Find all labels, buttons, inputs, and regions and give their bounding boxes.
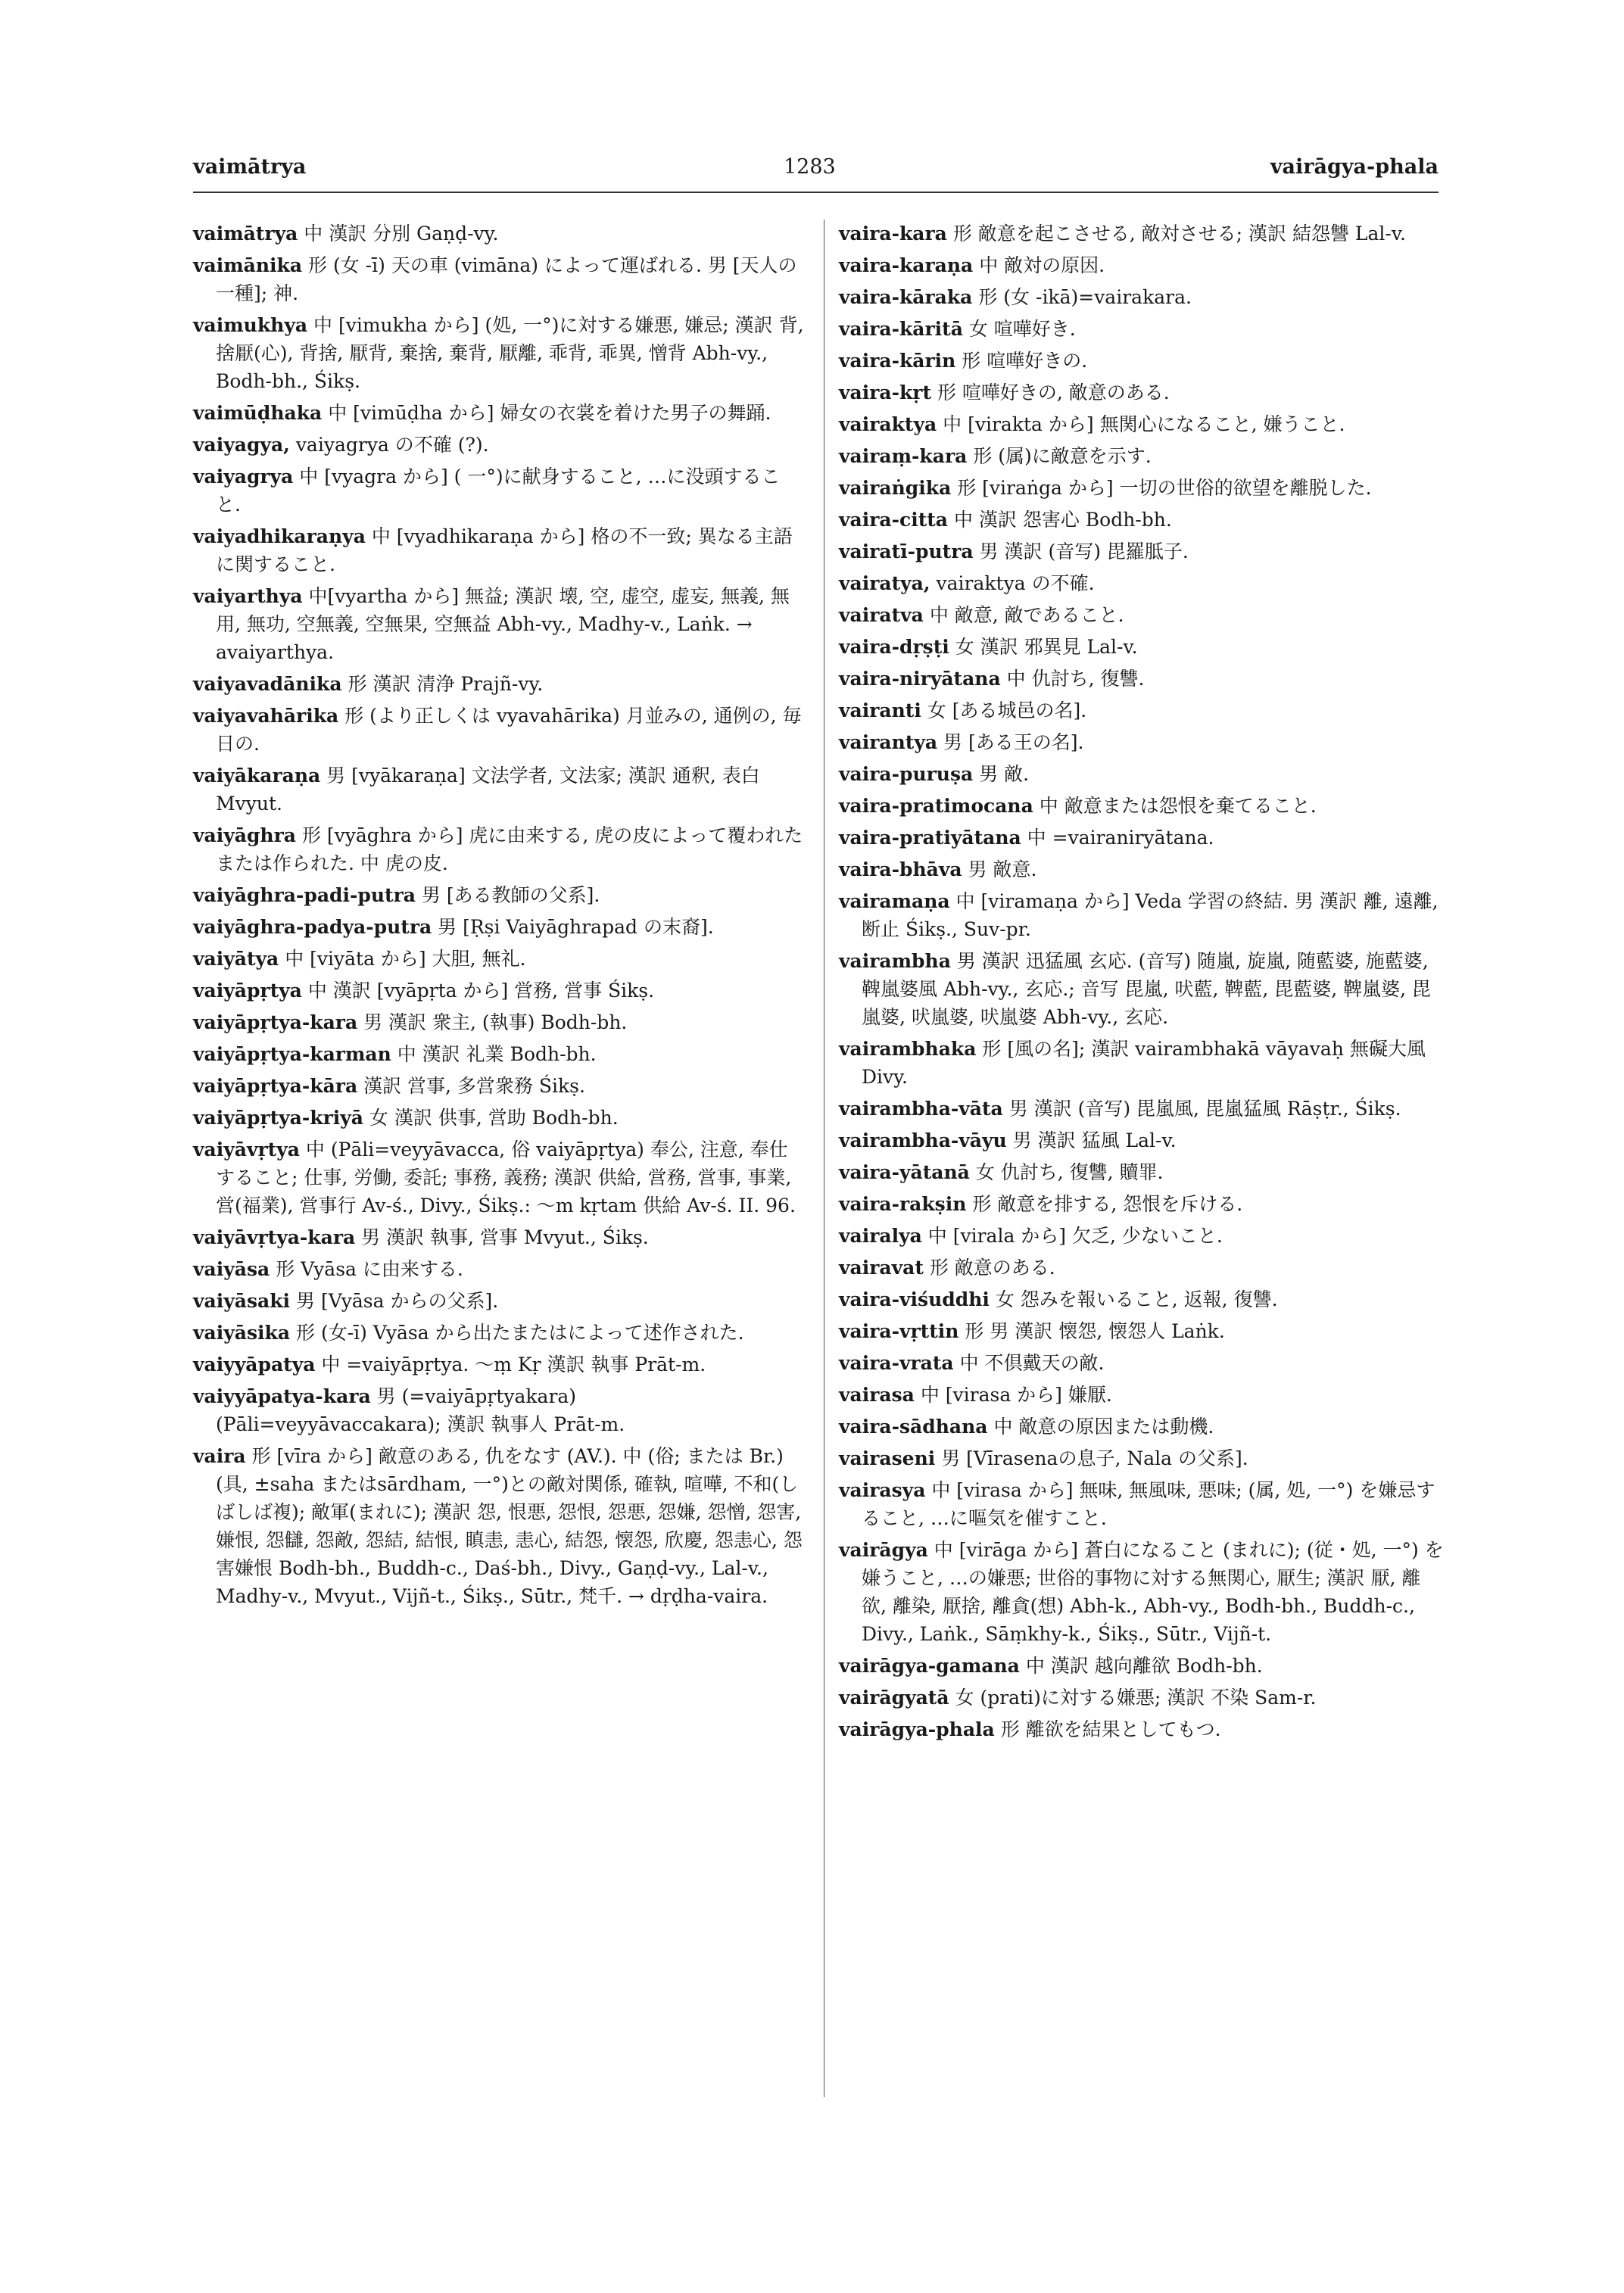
entry-headword: vaira-niryātana xyxy=(839,668,1001,690)
entry-definition: 形 (女 -ī) 天の車 (vimāna) によって運ばれる. 男 [天人の一種]; 神. xyxy=(216,254,797,304)
dictionary-entry xyxy=(193,1382,805,1438)
entry-headword: vaiyāvṛtya-kara xyxy=(193,1226,356,1248)
dictionary-entry xyxy=(193,945,805,973)
entry-headword: vaira-puruṣa xyxy=(839,763,974,785)
dictionary-entry xyxy=(193,311,805,395)
entry-definition: 形 (女 -ikā)=vairakara. xyxy=(978,286,1192,308)
dictionary-entry xyxy=(839,442,1445,470)
dictionary-entry xyxy=(839,315,1445,343)
entry-headword: vairatya, xyxy=(839,572,930,594)
dictionary-entry xyxy=(193,1287,805,1315)
entry-definition: 男 漢訳 (音写) 毘嵐風, 毘嵐猛風 Rāṣṭr., Śikṣ. xyxy=(1008,1098,1401,1120)
entry-definition: 男 敵意. xyxy=(968,858,1037,880)
entry-definition: 男 [ある王の名]. xyxy=(943,731,1084,753)
entry-definition: 中 漢訳 怨害心 Bodh-bh. xyxy=(953,509,1172,531)
entry-headword: vairambha xyxy=(839,950,951,972)
entry-headword: vaira-bhāva xyxy=(839,858,962,880)
entry-definition: 中 [viyāta から] 大胆, 無礼. xyxy=(285,948,526,970)
entry-headword: vaimātrya xyxy=(193,223,298,245)
entry-definition: 形 喧嘩好きの. xyxy=(962,350,1088,372)
dictionary-entry xyxy=(193,762,805,818)
page-header xyxy=(193,155,1439,201)
entry-headword: vaira xyxy=(193,1445,246,1467)
entry-definition: 中 漢訳 越向離欲 Bodh-bh. xyxy=(1025,1655,1263,1677)
entry-definition: 男 敵. xyxy=(979,763,1030,785)
entry-headword: vairaṃ-kara xyxy=(839,445,968,467)
entry-definition: 中 [vimukha から] (処, 一°)に対する嫌悪, 嫌忌; 漢訳 背, 捨厭(心), 背捨, 厭背, 棄捨, 棄背, 厭離, 乖背, 乖異, 憎背 Abh-vy., Bodh-bh., Śikṣ. xyxy=(216,314,804,392)
entry-definition: 男 [vyākaraṇa] 文法学者, 文法家; 漢訳 通釈, 表白 Mvyut. xyxy=(216,765,760,815)
entry-headword: vairāgya xyxy=(839,1539,928,1561)
entry-headword: vaiyāsika xyxy=(193,1322,291,1344)
dictionary-entry xyxy=(839,887,1445,943)
entry-headword: vaiyāpṛtya-kara xyxy=(193,1011,358,1033)
entry-headword: vaiyāsa xyxy=(193,1258,270,1280)
dictionary-entry xyxy=(839,537,1445,565)
entry-headword: vaimukhya xyxy=(193,314,308,336)
entry-definition: 中 [virakta から] 無関心になること, 嫌うこと. xyxy=(943,413,1345,435)
entry-definition: 中 漢訳 礼業 Bodh-bh. xyxy=(397,1043,597,1065)
dictionary-entry xyxy=(839,601,1445,629)
dictionary-entry xyxy=(839,760,1445,788)
entry-headword: vaiyagya, xyxy=(193,434,290,456)
entry-definition: 形 漢訳 清浄 Prajñ-vy. xyxy=(348,673,544,695)
dictionary-entry xyxy=(839,1444,1445,1472)
entry-headword: vairaseni xyxy=(839,1447,936,1469)
dictionary-entry xyxy=(839,1158,1445,1186)
dictionary-entry xyxy=(193,251,805,307)
entry-definition: 中 敵意または怨恨を棄てること. xyxy=(1039,795,1317,817)
entry-headword: vairāgya-gamana xyxy=(839,1655,1020,1677)
dictionary-entry xyxy=(193,977,805,1005)
dictionary-entry xyxy=(839,283,1445,311)
entry-headword: vairalya xyxy=(839,1225,922,1247)
entry-definition: 男 [Vyāsa からの父系]. xyxy=(296,1290,499,1312)
dictionary-entry xyxy=(193,1442,805,1610)
entry-headword: vaimūḍhaka xyxy=(193,402,323,424)
entry-headword: vaiyāsaki xyxy=(193,1290,291,1312)
dictionary-entry xyxy=(193,702,805,758)
entry-headword: vairaṅgika xyxy=(839,477,952,499)
running-head-left: vaimātrya xyxy=(193,155,307,179)
entry-definition: 形 男 漢訳 懐怨, 懐怨人 Laṅk. xyxy=(965,1320,1225,1342)
dictionary-entry xyxy=(839,410,1445,438)
entry-headword: vaira-sādhana xyxy=(839,1416,988,1438)
entry-definition: 形 敵意のある. xyxy=(929,1257,1055,1279)
dictionary-entry xyxy=(839,379,1445,407)
entry-definition: 男 [ある教師の父系]. xyxy=(421,884,600,906)
dictionary-entry xyxy=(193,431,805,459)
entry-definition: 形 喧嘩好きの, 敵意のある. xyxy=(937,382,1170,403)
dictionary-entry xyxy=(193,1136,805,1220)
entry-definition: 男 漢訳 衆主, (執事) Bodh-bh. xyxy=(363,1011,628,1033)
entry-headword: vaiyarthya xyxy=(193,585,303,607)
entry-definition: 女 漢訳 供事, 営助 Bodh-bh. xyxy=(369,1107,619,1129)
entry-headword: vaiyyāpatya-kara xyxy=(193,1385,371,1407)
entry-headword: vairasa xyxy=(839,1384,915,1406)
entry-definition: 男 [Ṛṣi Vaiyāghrapad の末裔]. xyxy=(438,916,714,938)
dictionary-entry xyxy=(193,821,805,877)
dictionary-entry xyxy=(839,1285,1445,1313)
entry-headword: vaira-dṛṣṭi xyxy=(839,636,949,658)
entry-headword: vaiyātya xyxy=(193,948,279,970)
entry-headword: vaiyāvṛtya xyxy=(193,1139,300,1161)
dictionary-entry xyxy=(839,792,1445,820)
dictionary-entry xyxy=(839,728,1445,756)
entry-headword: vairantya xyxy=(839,731,938,753)
dictionary-entry xyxy=(839,633,1445,661)
entry-headword: vairatva xyxy=(839,604,924,626)
entry-headword: vaiyāghra-padi-putra xyxy=(193,884,416,906)
dictionary-entry xyxy=(193,1319,805,1347)
entry-headword: vairaktya xyxy=(839,413,937,435)
dictionary-entry xyxy=(839,947,1445,1031)
right-column xyxy=(839,220,1445,1747)
entry-definition: 中 [vimūḍha から] 婦女の衣裳を着けた男子の舞踊. xyxy=(328,402,771,424)
dictionary-entry xyxy=(193,463,805,519)
entry-headword: vaiyāpṛtya-kriyā xyxy=(193,1107,363,1129)
entry-definition: 女 喧嘩好き. xyxy=(968,318,1076,340)
dictionary-entry xyxy=(839,665,1445,693)
entry-definition: 男 (=vaiyāpṛtyakara) (Pāli=veyyāvaccakara); 漢訳 執事人 Prāt-m. xyxy=(216,1385,625,1435)
dictionary-entry xyxy=(193,913,805,941)
entry-headword: vaira-pratimocana xyxy=(839,795,1033,817)
dictionary-entry xyxy=(839,347,1445,375)
entry-definition: 中 [vyagra から] ( 一°)に献身すること, …に没頭すること. xyxy=(216,466,781,516)
entry-headword: vaiyavahārika xyxy=(193,705,339,727)
dictionary-entry xyxy=(839,506,1445,534)
entry-headword: vaira-pratiyātana xyxy=(839,827,1021,849)
entry-definition: 男 漢訳 猛風 Lal-v. xyxy=(1012,1129,1177,1151)
entry-headword: vaiyāpṛtya xyxy=(193,980,302,1002)
entry-headword: vaimānika xyxy=(193,254,303,276)
left-column xyxy=(193,220,805,1614)
entry-headword: vaiyāpṛtya-karman xyxy=(193,1043,391,1065)
entry-headword: vaira-citta xyxy=(839,509,948,531)
dictionary-entry xyxy=(839,1476,1445,1532)
dictionary-entry xyxy=(193,1008,805,1036)
entry-headword: vairambha-vāyu xyxy=(839,1129,1007,1151)
entry-definition: 女 仇討ち, 復讐, 贖罪. xyxy=(975,1161,1164,1183)
entry-definition: 形 離欲を結果としてもつ. xyxy=(1000,1718,1221,1740)
entry-definition: 中 漢訳 分別 Gaṇḍ-vy. xyxy=(304,223,499,245)
dictionary-entry xyxy=(839,1652,1445,1680)
entry-headword: vaiyyāpatya xyxy=(193,1354,316,1375)
entry-headword: vaiyavadānika xyxy=(193,673,342,695)
dictionary-entry xyxy=(193,1072,805,1100)
dictionary-entry xyxy=(839,1035,1445,1091)
dictionary-entry xyxy=(839,1317,1445,1345)
entry-definition: 中 敵意, 敵であること. xyxy=(929,604,1124,626)
entry-definition: 中 [virasa から] 無味, 無風味, 悪味; (属, 処, 一°) を嫌忌すること, …に嘔気を催すこと. xyxy=(862,1479,1435,1529)
entry-definition: 形 [vīra から] 敵意のある, 仇をなす (AV.). 中 (俗; または Br.)(具, ±saha またはsārdham, 一°)との敵対関係, 確執, 喧嘩, 不和(しばしば複); 敵軍(まれに); 漢訳 怨, 恨悪, 怨恨, 怨悪, 怨嫌, 怨憎, 怨害, 嫌恨, 怨讎, 怨敵, 怨結, 結恨, 瞋恚, 恚心, 結怨, 懐怨, 欣慶, 怨恚心, 怨害嫌恨 Bodh-bh., Buddh-c., Daś-bh., Divy., Gaṇḍ-vy., Lal-v., Madhy-v., Mvyut., Vijñ-t., Śikṣ., Sūtr., 梵千. → dṛḍha-vaira. xyxy=(216,1445,803,1607)
entry-definition: 中 [virāga から] 蒼白になること (まれに); (従・処, 一°) を嫌うこと, …の嫌悪; 世俗的事物に対する無関心, 厭生; 漢訳 厭, 離欲, 離染, 厭捨, 離貪(想) Abh-k., Abh-vy., Bodh-bh., Buddh-c., Divy., Laṅk., Sāṃkhy-k., Śikṣ., Sūtr., Vijñ-t. xyxy=(862,1539,1444,1645)
entry-headword: vaiyagrya xyxy=(193,466,294,488)
entry-definition: 形 [vyāghra から] 虎に由来する, 虎の皮によって覆われたまたは作られた. 中 虎の皮. xyxy=(216,824,803,874)
dictionary-entry xyxy=(839,251,1445,279)
entry-definition: 女 [ある城邑の名]. xyxy=(927,699,1087,721)
entry-headword: vaira-karaṇa xyxy=(839,254,974,276)
dictionary-entry xyxy=(839,824,1445,852)
entry-headword: vairasya xyxy=(839,1479,926,1501)
running-head-right: vairāgya-phala xyxy=(1270,155,1439,179)
dictionary-entry xyxy=(839,1349,1445,1377)
dictionary-entry xyxy=(839,1095,1445,1123)
entry-headword: vaira-kāritā xyxy=(839,318,963,340)
entry-headword: vaira-vṛttin xyxy=(839,1320,959,1342)
dictionary-entry xyxy=(193,220,805,248)
entry-definition: 中 不倶戴天の敵. xyxy=(959,1352,1105,1374)
entry-definition: 女 怨みを報いること, 返報, 復讐. xyxy=(995,1288,1278,1310)
dictionary-entry xyxy=(839,1222,1445,1250)
dictionary-entry xyxy=(839,1536,1445,1648)
entry-headword: vaiyāghra xyxy=(193,824,296,846)
entry-definition: 形 敵意を起こさせる, 敵対させる; 漢訳 結怨讐 Lal-v. xyxy=(952,223,1406,245)
dictionary-entry xyxy=(193,881,805,909)
entry-headword: vaiyāghra-padya-putra xyxy=(193,916,432,938)
entry-headword: vairavat xyxy=(839,1257,924,1279)
dictionary-entry xyxy=(839,569,1445,597)
page-number: 1283 xyxy=(784,155,836,179)
entry-definition: 形 敵意を排する, 怨恨を斥ける. xyxy=(972,1193,1243,1215)
dictionary-entry xyxy=(839,1126,1445,1154)
entry-definition: 中 [viramaṇa から] Veda 学習の終結. 男 漢訳 離, 遠離, 断止 Śikṣ., Suv-pr. xyxy=(862,890,1439,940)
dictionary-entry xyxy=(193,399,805,427)
entry-definition: 形 [風の名]; 漢訳 vairambhakā vāyavaḥ 無礙大風 Divy. xyxy=(862,1038,1426,1088)
dictionary-entry xyxy=(193,582,805,666)
entry-definition: 男 漢訳 執事, 営事 Mvyut., Śikṣ. xyxy=(361,1226,649,1248)
entry-definition: 中 [virasa から] 嫌厭. xyxy=(920,1384,1112,1406)
entry-headword: vaira-kara xyxy=(839,223,947,245)
dictionary-entry xyxy=(193,1351,805,1379)
dictionary-entry xyxy=(193,1223,805,1251)
entry-headword: vaira-vrata xyxy=(839,1352,954,1374)
entry-headword: vairamaṇa xyxy=(839,890,950,912)
dictionary-entry xyxy=(839,474,1445,502)
dictionary-entry xyxy=(193,1104,805,1132)
entry-definition: 中 漢訳 [vyāpṛta から] 営務, 営事 Śikṣ. xyxy=(307,980,655,1002)
dictionary-entry xyxy=(193,522,805,578)
dictionary-entry xyxy=(839,855,1445,883)
entry-headword: vairāgyatā xyxy=(839,1687,949,1709)
entry-definition: 中[vyartha から] 無益; 漢訳 壊, 空, 虚空, 虚妄, 無義, 無用, 無功, 空無義, 空無果, 空無益 Abh-vy., Madhy-v., Laṅk. → avaiyarthya. xyxy=(216,585,790,663)
dictionary-entry xyxy=(839,220,1445,248)
entry-definition: 形 Vyāsa に由来する. xyxy=(276,1258,463,1280)
entry-definition: 漢訳 営事, 多営衆務 Śikṣ. xyxy=(363,1075,585,1097)
entry-definition: 中 [virala から] 欠乏, 少ないこと. xyxy=(927,1225,1223,1247)
entry-definition: 女 漢訳 邪異見 Lal-v. xyxy=(955,636,1138,658)
entry-headword: vairambha-vāta xyxy=(839,1098,1003,1120)
entry-definition: 中 仇討ち, 復讐. xyxy=(1006,668,1145,690)
entry-headword: vaira-viśuddhi xyxy=(839,1288,990,1310)
entry-definition: 形 [viraṅga から] 一切の世俗的欲望を離脱した. xyxy=(957,477,1372,499)
entry-definition: 男 [Vīrasenaの息子, Nala の父系]. xyxy=(941,1447,1248,1469)
entry-definition: 中 =vairaniryātana. xyxy=(1027,827,1214,849)
dictionary-entry xyxy=(193,1255,805,1283)
entry-definition: vaiyagrya の不確 (?). xyxy=(295,434,489,456)
entry-definition: 形 (より正しくは vyavahārika) 月並みの, 通例の, 毎日の. xyxy=(216,705,802,755)
dictionary-entry xyxy=(839,1413,1445,1441)
entry-headword: vaiyadhikaraṇya xyxy=(193,525,366,547)
entry-definition: 中 [vyadhikaraṇa から] 格の不一致; 異なる主語に関すること. xyxy=(216,525,793,575)
dictionary-entry xyxy=(193,670,805,698)
dictionary-entry xyxy=(193,1040,805,1068)
entry-definition: 女 (prati)に対する嫌悪; 漢訳 不染 Sam-r. xyxy=(955,1687,1317,1709)
entry-definition: 男 漢訳 迅猛風 玄応. (音写) 随嵐, 旋嵐, 随藍婆, 施藍婆, 鞞嵐婆風 Abh-vy., 玄応.; 音写 毘嵐, 吠藍, 鞞藍, 毘藍婆, 鞞嵐婆, 毘嵐婆, 吠嵐婆, 吠嵐婆 Abh-vy., 玄応. xyxy=(862,950,1432,1028)
entry-headword: vaira-kārin xyxy=(839,350,956,372)
entry-headword: vaiyāpṛtya-kāra xyxy=(193,1075,358,1097)
dictionary-entry xyxy=(839,1190,1445,1218)
entry-headword: vaiyākaraṇa xyxy=(193,765,321,787)
entry-headword: vaira-kāraka xyxy=(839,286,973,308)
dictionary-entry xyxy=(839,696,1445,724)
entry-headword: vaira-rakṣin xyxy=(839,1193,967,1215)
entry-definition: 中 敵対の原因. xyxy=(979,254,1105,276)
entry-headword: vaira-yātanā xyxy=(839,1161,970,1183)
dictionary-entry xyxy=(839,1381,1445,1409)
entry-headword: vairāgya-phala xyxy=(839,1718,995,1740)
entry-headword: vairambhaka xyxy=(839,1038,977,1060)
entry-definition: 形 (女-ī) Vyāsa から出たまたはによって述作された. xyxy=(296,1322,744,1344)
entry-headword: vairanti xyxy=(839,699,921,721)
dictionary-entry xyxy=(839,1684,1445,1712)
entry-headword: vaira-kṛt xyxy=(839,382,932,403)
entry-definition: 男 漢訳 (音写) 毘羅胝子. xyxy=(979,541,1189,562)
entry-definition: 中 敵意の原因または動機. xyxy=(993,1416,1214,1438)
entry-headword: vairatī-putra xyxy=(839,541,974,562)
entry-definition: 形 (属)に敵意を示す. xyxy=(973,445,1152,467)
entry-definition: 中 (Pāli=veyyāvacca, 俗 vaiyāpṛtya) 奉公, 注意, 奉仕すること; 仕事, 労働, 委託; 事務, 義務; 漢訳 供給, 営務, 営事, 事業, 営(福業), 営事行 Av-ś., Divy., Śikṣ.: ～m kṛtam 供給 Av-ś. II. 96. xyxy=(216,1139,796,1217)
dictionary-entry xyxy=(839,1254,1445,1282)
dictionary-entry xyxy=(839,1715,1445,1743)
entry-definition: 中 =vaiyāpṛtya. ～ṃ Kṛ 漢訳 執事 Prāt-m. xyxy=(321,1354,706,1375)
entry-definition: vairaktya の不確. xyxy=(936,572,1095,594)
header-rule xyxy=(193,192,1439,193)
